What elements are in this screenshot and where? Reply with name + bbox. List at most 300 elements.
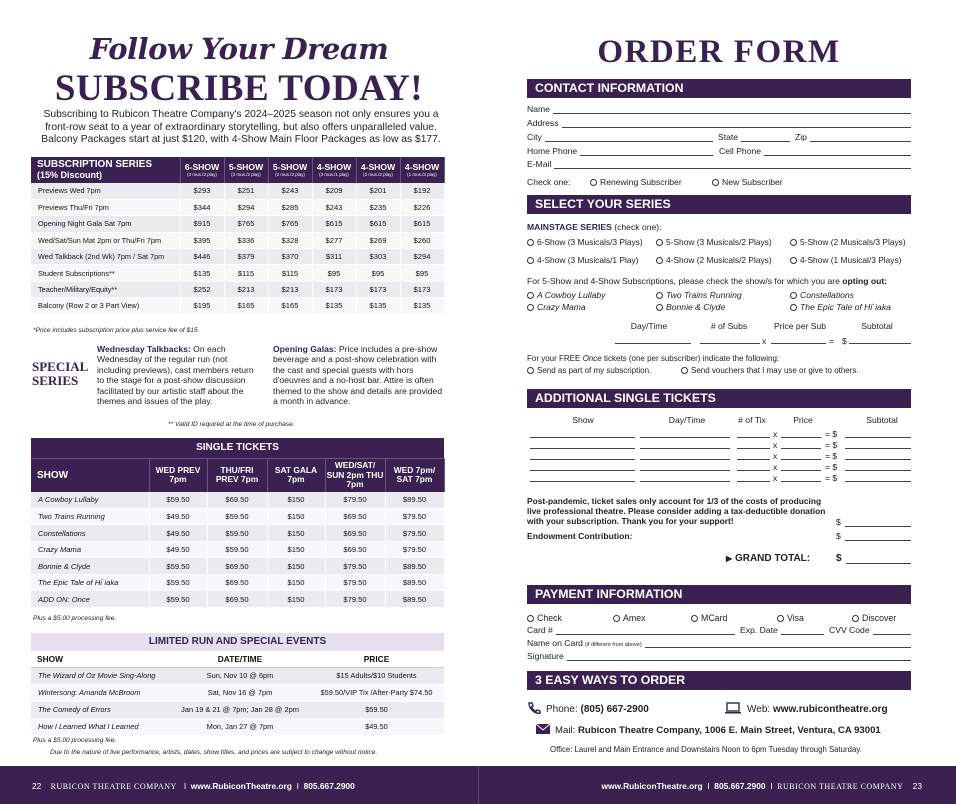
series-option-radio[interactable]: 6-Show (3 Musicals/3 Plays) bbox=[527, 237, 643, 247]
ticket-entry-line[interactable] bbox=[640, 437, 730, 438]
price-cell: $251 bbox=[224, 183, 268, 199]
subscribe-headline: SUBSCRIBE TODAY! bbox=[54, 68, 424, 109]
price-cell: $89.50 bbox=[385, 591, 444, 608]
email-field[interactable]: E-Mail bbox=[527, 159, 911, 169]
payment-method-radio[interactable]: Visa bbox=[777, 613, 804, 623]
radio-icon bbox=[527, 367, 534, 374]
radio-icon bbox=[590, 179, 597, 186]
single-tickets-table bbox=[31, 458, 445, 608]
equals-dollar: = $ bbox=[825, 462, 838, 472]
limited-header-row bbox=[31, 651, 444, 667]
price-cell: $395 bbox=[180, 232, 224, 248]
company-name: RUBICON THEATRE COMPANY bbox=[50, 782, 177, 791]
event-price: $49.50 bbox=[309, 718, 444, 735]
subtotal-col: Subtotal bbox=[861, 321, 893, 331]
single-row bbox=[31, 591, 444, 608]
col-header: 6-SHOW (3 mus./3 play) bbox=[180, 157, 224, 183]
grand-total-label: ▶ GRAND TOTAL: bbox=[726, 553, 811, 564]
radio-icon bbox=[790, 304, 797, 311]
price-col: Price per Sub bbox=[773, 321, 827, 331]
price-cell: $59.50 bbox=[207, 508, 267, 525]
radio-icon bbox=[656, 257, 663, 264]
price-cell: $59.50 bbox=[207, 541, 267, 558]
price-cell: $49.50 bbox=[149, 525, 207, 542]
ticket-entry-line[interactable] bbox=[640, 448, 730, 449]
office-note: Office: Laurel and Main Entrance and Downstairs Noon to 6pm Tuesday through Saturday. bbox=[550, 745, 862, 754]
subscription-row bbox=[31, 281, 444, 297]
tix-col: # of Tix bbox=[738, 415, 766, 425]
radio-icon bbox=[790, 257, 797, 264]
series-daytime-line[interactable] bbox=[615, 343, 691, 344]
show-name: A Cowboy Lullaby bbox=[31, 492, 149, 509]
price-cell: $69.50 bbox=[325, 508, 385, 525]
price-cell: $59.50 bbox=[149, 558, 207, 575]
price-cell: $235 bbox=[356, 199, 400, 215]
disclaimer: Due to the nature of live performance, artists, dates, show titles, and prices are subject to change without notice. bbox=[50, 749, 378, 756]
cvv-field[interactable]: CVV Code bbox=[829, 625, 911, 635]
show-name: Constellations bbox=[31, 525, 149, 542]
single-row bbox=[31, 541, 444, 558]
equals-sign: = bbox=[829, 336, 835, 346]
ticket-entry-line[interactable] bbox=[845, 470, 911, 471]
radio-icon bbox=[790, 239, 797, 246]
price-cell: $201 bbox=[356, 183, 400, 199]
price-cell: $269 bbox=[356, 232, 400, 248]
row-label: Teacher/Military/Equity** bbox=[31, 281, 180, 297]
limited-run-table bbox=[31, 651, 444, 736]
price-cell: $89.50 bbox=[385, 558, 444, 575]
name-field[interactable]: Name bbox=[527, 104, 911, 114]
intro-paragraph: Subscribing to Rubicon Theatre Company's 2024–2025 season not only ensures you a front-row seat to a year of extraordinary storytelling, but also offers unparalleled value. Balcony Packages start at just $120, with 4-Show Main Floor Packages as low as $177. bbox=[41, 109, 441, 145]
subscription-footnote: *Price includes subscription price plus service fee of $15. bbox=[33, 327, 200, 334]
donation-note: Post-pandemic, ticket sales only account for 1/3 of the costs of producing live professional theatre. Please consider adding a tax-deductible donation with your subscription. Thank you for your support! bbox=[527, 496, 826, 526]
price-cell: $135 bbox=[180, 265, 224, 281]
price-cell: $150 bbox=[267, 574, 325, 591]
row-label: Previews Thu/Fri 7pm bbox=[31, 199, 180, 215]
limited-row bbox=[31, 718, 444, 735]
price-cell: $293 bbox=[180, 183, 224, 199]
opting-out-note: For 5-Show and 4-Show Subscriptions, please check the show/s for which you are opting out: bbox=[527, 276, 888, 286]
subscription-row bbox=[31, 265, 444, 281]
exp-date-field[interactable]: Exp. Date bbox=[740, 625, 824, 635]
payment-method-radio[interactable]: Discover bbox=[852, 613, 896, 623]
price-cell: $328 bbox=[268, 232, 312, 248]
price-cell: $173 bbox=[356, 281, 400, 297]
price-cell: $69.50 bbox=[207, 591, 267, 608]
subscription-series-header: SUBSCRIPTION SERIES (15% Discount) bbox=[31, 157, 180, 183]
payment-method-radio[interactable]: Amex bbox=[613, 613, 646, 623]
ticket-entry-line[interactable] bbox=[781, 448, 821, 449]
times-sign: x bbox=[762, 336, 767, 346]
ticket-entry-line[interactable] bbox=[845, 459, 911, 460]
series-subs-line[interactable] bbox=[700, 343, 760, 344]
cell-phone-field[interactable]: Cell Phone bbox=[719, 146, 911, 156]
price-cell: $344 bbox=[180, 199, 224, 215]
price-cell: $150 bbox=[267, 591, 325, 608]
price-cell: $69.50 bbox=[207, 558, 267, 575]
subscription-row bbox=[31, 249, 444, 265]
ticket-entry-line[interactable] bbox=[640, 459, 730, 460]
event-price: $59.50 bbox=[309, 701, 444, 718]
price-cell: $79.50 bbox=[385, 525, 444, 542]
event-price: $15 Adults/$10 Students bbox=[309, 667, 444, 684]
new-subscriber-radio[interactable]: New Subscriber bbox=[712, 177, 783, 187]
subscription-row bbox=[31, 298, 444, 314]
ticket-entry-line[interactable] bbox=[737, 481, 770, 482]
single-tickets-caption: SINGLE TICKETS bbox=[31, 438, 444, 458]
single-header-row bbox=[31, 459, 444, 492]
times-sign: x bbox=[773, 440, 778, 450]
price-cell: $115 bbox=[224, 265, 268, 281]
limited-col-header: DATE/TIME bbox=[171, 651, 309, 667]
event-date: Sat, Nov 16 @ 7pm bbox=[171, 684, 309, 701]
price-cell: $69.50 bbox=[207, 574, 267, 591]
opt-out-show-radio[interactable]: Constellations bbox=[790, 290, 854, 300]
price-cell: $226 bbox=[400, 199, 444, 215]
price-cell: $135 bbox=[400, 298, 444, 314]
limited-col-header: PRICE bbox=[309, 651, 444, 667]
state-field[interactable]: State bbox=[718, 132, 790, 142]
radio-icon bbox=[527, 304, 534, 311]
page-number-left: 22 bbox=[32, 781, 42, 791]
price-cell: $115 bbox=[268, 265, 312, 281]
radio-icon bbox=[527, 292, 534, 299]
radio-icon bbox=[656, 292, 663, 299]
price-cell: $150 bbox=[267, 541, 325, 558]
ticket-entry-line[interactable] bbox=[845, 437, 911, 438]
price-cell: $370 bbox=[268, 249, 312, 265]
ticket-entry-line[interactable] bbox=[530, 470, 635, 471]
col-header: 4-SHOW (1 mus./3 play) bbox=[400, 157, 444, 183]
card-number-field[interactable]: Card # bbox=[527, 625, 735, 635]
series-price-line[interactable] bbox=[771, 343, 826, 344]
ticket-entry-line[interactable] bbox=[640, 470, 730, 471]
radio-icon bbox=[527, 615, 534, 622]
price-cell: $135 bbox=[312, 298, 356, 314]
radio-icon bbox=[777, 615, 784, 622]
web-line: Web: www.rubicontheatre.org bbox=[724, 702, 888, 715]
event-date: Sun, Nov 10 @ 6pm bbox=[171, 667, 309, 684]
event-price: $59.50/VIP Tix /After-Party $74.50 bbox=[309, 684, 444, 701]
single-col-header: WED 7pm/ SAT 7pm bbox=[385, 459, 444, 492]
ticket-entry-line[interactable] bbox=[781, 470, 821, 471]
event-name: How I Learned What I Learned bbox=[31, 718, 171, 735]
page-number-right: 23 bbox=[912, 781, 922, 791]
price-cell: $446 bbox=[180, 249, 224, 265]
payment-bar: PAYMENT INFORMATION bbox=[527, 585, 911, 604]
ticket-entry-line[interactable] bbox=[530, 459, 635, 460]
single-row bbox=[31, 508, 444, 525]
ticket-entry-line[interactable] bbox=[737, 448, 770, 449]
subs-col: # of Subs bbox=[710, 321, 748, 331]
price-cell: $89.50 bbox=[385, 574, 444, 591]
add-daytime-col: Day/Time bbox=[668, 415, 706, 425]
price-cell: $311 bbox=[312, 249, 356, 265]
ticket-entry-line[interactable] bbox=[845, 481, 911, 482]
footer-right: www.RubiconTheatre.org I 805.667.2900 I RUBICON THEATRE COMPANY 23 bbox=[601, 781, 922, 791]
times-sign: x bbox=[773, 429, 778, 439]
price-cell: $615 bbox=[400, 216, 444, 232]
price-cell: $59.50 bbox=[149, 492, 207, 509]
ticket-entry-line[interactable] bbox=[737, 437, 770, 438]
mail-line: Mail: Rubicon Theatre Company, 1006 E. Main Street, Ventura, CA 93001 bbox=[536, 724, 881, 736]
limited-row bbox=[31, 701, 444, 718]
equals-dollar: = $ bbox=[825, 473, 838, 483]
price-cell: $285 bbox=[268, 199, 312, 215]
radio-icon bbox=[691, 615, 698, 622]
ticket-entry-line[interactable] bbox=[530, 448, 635, 449]
equals-dollar: = $ bbox=[825, 451, 838, 461]
price-cell: $213 bbox=[268, 281, 312, 297]
price-cell: $243 bbox=[268, 183, 312, 199]
dollar-sign: $ bbox=[842, 336, 847, 346]
opt-out-show-radio[interactable]: Crazy Mama bbox=[527, 302, 586, 312]
free-once-note: For your FREE Once tickets (one per subscriber) indicate the following: bbox=[527, 354, 780, 363]
limited-run-caption: LIMITED RUN AND SPECIAL EVENTS bbox=[31, 633, 444, 651]
show-col: Show bbox=[572, 415, 594, 425]
endowment-dollar: $ bbox=[836, 531, 841, 541]
col-header: 4-SHOW (3 mus./1 play) bbox=[312, 157, 356, 183]
series-option-radio[interactable]: 4-Show (1 Musical/3 Plays) bbox=[790, 255, 901, 265]
subscription-row bbox=[31, 216, 444, 232]
show-name: Two Trains Running bbox=[31, 508, 149, 525]
radio-icon bbox=[527, 239, 534, 246]
endowment-label: Endowment Contribution: bbox=[527, 531, 633, 541]
script-heading: Follow Your Dream bbox=[89, 32, 389, 66]
series-subtotal-line[interactable] bbox=[849, 343, 911, 344]
add-subtotal-col: Subtotal bbox=[866, 415, 898, 425]
additional-bar: ADDITIONAL SINGLE TICKETS bbox=[527, 389, 911, 408]
grand-total-dollar: $ bbox=[836, 553, 842, 564]
opt-out-show-radio[interactable]: Bonnie & Clyde bbox=[656, 302, 725, 312]
series-option-radio[interactable]: 4-Show (3 Musicals/1 Play) bbox=[527, 255, 638, 265]
payment-method-radio[interactable]: MCard bbox=[691, 613, 727, 623]
single-col-header: WED PREV 7pm bbox=[149, 459, 207, 492]
show-name: Crazy Mama bbox=[31, 541, 149, 558]
footer-right-phone: 805.667.2900 bbox=[714, 781, 766, 791]
times-sign: x bbox=[773, 462, 778, 472]
subscription-row bbox=[31, 199, 444, 215]
signature-field[interactable]: Signature bbox=[527, 651, 911, 661]
company-name-right: RUBICON THEATRE COMPANY bbox=[777, 782, 904, 791]
radio-icon bbox=[527, 257, 534, 264]
price-cell: $79.50 bbox=[325, 574, 385, 591]
ticket-entry-line[interactable] bbox=[781, 459, 821, 460]
ticket-entry-line[interactable] bbox=[530, 437, 635, 438]
radio-icon bbox=[656, 304, 663, 311]
opt-out-show-radio[interactable]: A Cowboy Lullaby bbox=[527, 290, 605, 300]
single-col-header: SAT GALA 7pm bbox=[267, 459, 325, 492]
row-label: Opening Night Gala Sat 7pm bbox=[31, 216, 180, 232]
talkbacks-text: Wednesday Talkbacks: On each Wednesday of the regular run (not including previews), cast members return to the stage for a post-show discussion facilitated by our artistic staff about the themes and issues of the play. bbox=[97, 344, 254, 407]
series-option-radio[interactable]: 5-Show (3 Musicals/2 Plays) bbox=[656, 237, 772, 247]
radio-icon bbox=[712, 179, 719, 186]
price-cell: $615 bbox=[312, 216, 356, 232]
single-footnote: Plus a $5.00 processing fee. bbox=[33, 615, 117, 622]
single-row bbox=[31, 558, 444, 575]
zip-field[interactable]: Zip bbox=[795, 132, 911, 142]
event-name: The Comedy of Errors bbox=[31, 701, 171, 718]
special-series-heading: SPECIAL SERIES bbox=[32, 359, 88, 388]
single-col-header: WED/SAT/ SUN 2pm THU 7pm bbox=[325, 459, 385, 492]
times-sign: x bbox=[773, 451, 778, 461]
ticket-entry-line[interactable] bbox=[781, 437, 821, 438]
series-option-radio[interactable]: 5-Show (2 Musicals/3 Plays) bbox=[790, 237, 906, 247]
price-cell: $79.50 bbox=[385, 541, 444, 558]
single-row bbox=[31, 574, 444, 591]
price-cell: $150 bbox=[267, 558, 325, 575]
price-cell: $294 bbox=[224, 199, 268, 215]
price-cell: $195 bbox=[180, 298, 224, 314]
radio-icon bbox=[613, 615, 620, 622]
price-cell: $915 bbox=[180, 216, 224, 232]
laptop-icon bbox=[724, 702, 742, 714]
price-cell: $379 bbox=[224, 249, 268, 265]
single-row bbox=[31, 525, 444, 542]
price-cell: $213 bbox=[224, 281, 268, 297]
price-cell: $79.50 bbox=[325, 558, 385, 575]
price-cell: $69.50 bbox=[325, 525, 385, 542]
endowment-line[interactable] bbox=[845, 540, 911, 541]
opt-out-show-radio[interactable]: Two Trains Running bbox=[656, 290, 742, 300]
limited-col-header: SHOW bbox=[31, 651, 171, 667]
equals-dollar: = $ bbox=[825, 429, 838, 439]
id-note: ** Valid ID required at the time of purchase. bbox=[168, 421, 295, 428]
renewing-radio[interactable]: Renewing Subscriber bbox=[590, 177, 682, 187]
price-cell: $49.50 bbox=[149, 541, 207, 558]
price-cell: $59.50 bbox=[149, 591, 207, 608]
price-cell: $95 bbox=[400, 265, 444, 281]
check-one-label: Check one: bbox=[527, 177, 571, 187]
equals-dollar: = $ bbox=[825, 440, 838, 450]
price-cell: $173 bbox=[312, 281, 356, 297]
radio-icon bbox=[681, 367, 688, 374]
ticket-entry-line[interactable] bbox=[530, 481, 635, 482]
limited-run-block bbox=[31, 633, 444, 736]
col-header: 5-SHOW (3 mus./2 play) bbox=[224, 157, 268, 183]
price-cell: $69.50 bbox=[325, 541, 385, 558]
price-cell: $243 bbox=[312, 199, 356, 215]
price-cell: $95 bbox=[356, 265, 400, 281]
radio-icon bbox=[852, 615, 859, 622]
price-cell: $336 bbox=[224, 232, 268, 248]
radio-icon bbox=[790, 292, 797, 299]
contact-bar: CONTACT INFORMATION bbox=[527, 79, 911, 98]
footer-right-site-link[interactable]: www.RubiconTheatre.org bbox=[601, 781, 703, 791]
ways-bar: 3 EASY WAYS TO ORDER bbox=[527, 671, 911, 690]
show-name: ADD ON: Once bbox=[31, 591, 149, 608]
ticket-entry-line[interactable] bbox=[737, 459, 770, 460]
limited-footnote: Plus a $5.00 processing fee. bbox=[33, 737, 117, 744]
row-label: Student Subscriptions** bbox=[31, 265, 180, 281]
address-field[interactable]: Address bbox=[527, 118, 911, 128]
times-sign: x bbox=[773, 473, 778, 483]
ticket-entry-line[interactable] bbox=[640, 481, 730, 482]
price-cell: $79.50 bbox=[385, 508, 444, 525]
phone-line: Phone: (805) 667-2900 bbox=[527, 702, 649, 715]
event-name: The Wizard of Oz Movie Sing-Along bbox=[31, 667, 171, 684]
price-cell: $165 bbox=[268, 298, 312, 314]
single-col-header: SHOW bbox=[31, 459, 149, 492]
price-cell: $165 bbox=[224, 298, 268, 314]
send-vouchers-radio[interactable]: Send vouchers that I may use or give to others. bbox=[681, 366, 859, 375]
order-form-title: ORDER FORM bbox=[597, 34, 841, 70]
row-label: Balcony (Row 2 or 3 Part View) bbox=[31, 298, 180, 314]
price-cell: $79.50 bbox=[325, 591, 385, 608]
price-cell: $69.50 bbox=[207, 492, 267, 509]
event-date: Jan 19 & 21 @ 7pm; Jan 28 @ 2pm bbox=[171, 701, 309, 718]
col-header: 5-SHOW (2 mus./3 play) bbox=[268, 157, 312, 183]
price-cell: $59.50 bbox=[149, 574, 207, 591]
opt-out-show-radio[interactable]: The Epic Tale of Hi`iaka bbox=[790, 302, 891, 312]
price-cell: $192 bbox=[400, 183, 444, 199]
limited-row bbox=[31, 667, 444, 684]
price-cell: $59.50 bbox=[207, 525, 267, 542]
price-cell: $49.50 bbox=[149, 508, 207, 525]
limited-row bbox=[31, 684, 444, 701]
footer-site-link[interactable]: www.RubiconTheatre.org bbox=[190, 781, 292, 791]
price-cell: $150 bbox=[267, 492, 325, 509]
home-phone-field[interactable]: Home Phone bbox=[527, 146, 713, 156]
radio-icon bbox=[656, 239, 663, 246]
series-bar: SELECT YOUR SERIES bbox=[527, 195, 911, 214]
ticket-entry-line[interactable] bbox=[781, 481, 821, 482]
row-label: Wed Talkback (2nd Wk) 7pm / Sat 7pm bbox=[31, 249, 180, 265]
page-divider bbox=[478, 766, 479, 804]
event-name: Wintersong: Amanda McBroom bbox=[31, 684, 171, 701]
galas-text: Opening Galas: Price includes a pre-show beverage and a post-show celebration with the cast and special guests with hors d'oeuvres and a no-host bar. Attire is often themed to the show and details are provided a month in advance. bbox=[273, 344, 443, 407]
footer-left: 22 RUBICON THEATRE COMPANY I www.RubiconTheatre.org I 805.667.2900 bbox=[32, 781, 355, 791]
donation-line[interactable] bbox=[845, 526, 911, 527]
donation-dollar: $ bbox=[836, 517, 841, 527]
send-subscription-radio[interactable]: Send as part of my subscription. bbox=[527, 366, 651, 375]
price-cell: $89.50 bbox=[385, 492, 444, 509]
price-cell: $277 bbox=[312, 232, 356, 248]
price-cell: $135 bbox=[356, 298, 400, 314]
subscription-header-row bbox=[31, 157, 444, 183]
single-tickets-block bbox=[31, 438, 444, 608]
series-option-radio[interactable]: 4-Show (2 Musicals/2 Plays) bbox=[656, 255, 772, 265]
price-cell: $173 bbox=[400, 281, 444, 297]
mainstage-label: MAINSTAGE SERIES (check one): bbox=[527, 222, 662, 232]
price-cell: $95 bbox=[312, 265, 356, 281]
triangle-icon: ▶ bbox=[726, 554, 733, 563]
subscription-table bbox=[31, 157, 445, 315]
payment-method-radio[interactable]: Check bbox=[527, 613, 562, 623]
price-cell: $294 bbox=[400, 249, 444, 265]
add-price-col: Price bbox=[793, 415, 813, 425]
event-date: Mon, Jan 27 @ 7pm bbox=[171, 718, 309, 735]
city-field[interactable]: City bbox=[527, 132, 713, 142]
ticket-entry-line[interactable] bbox=[737, 470, 770, 471]
ticket-entry-line[interactable] bbox=[845, 448, 911, 449]
price-cell: $150 bbox=[267, 508, 325, 525]
price-cell: $765 bbox=[268, 216, 312, 232]
subscription-row bbox=[31, 232, 444, 248]
price-cell: $303 bbox=[356, 249, 400, 265]
grand-total-line[interactable] bbox=[846, 563, 911, 564]
show-name: Bonnie & Clyde bbox=[31, 558, 149, 575]
price-cell: $209 bbox=[312, 183, 356, 199]
price-cell: $260 bbox=[400, 232, 444, 248]
subscription-row bbox=[31, 183, 444, 199]
price-cell: $252 bbox=[180, 281, 224, 297]
col-header: 4-SHOW (2 mus./2 play) bbox=[356, 157, 400, 183]
price-cell: $79.50 bbox=[325, 492, 385, 509]
phone-icon bbox=[527, 702, 541, 714]
name-on-card-field[interactable]: Name on Card (if different from above) bbox=[527, 638, 911, 648]
envelope-icon bbox=[536, 724, 550, 734]
